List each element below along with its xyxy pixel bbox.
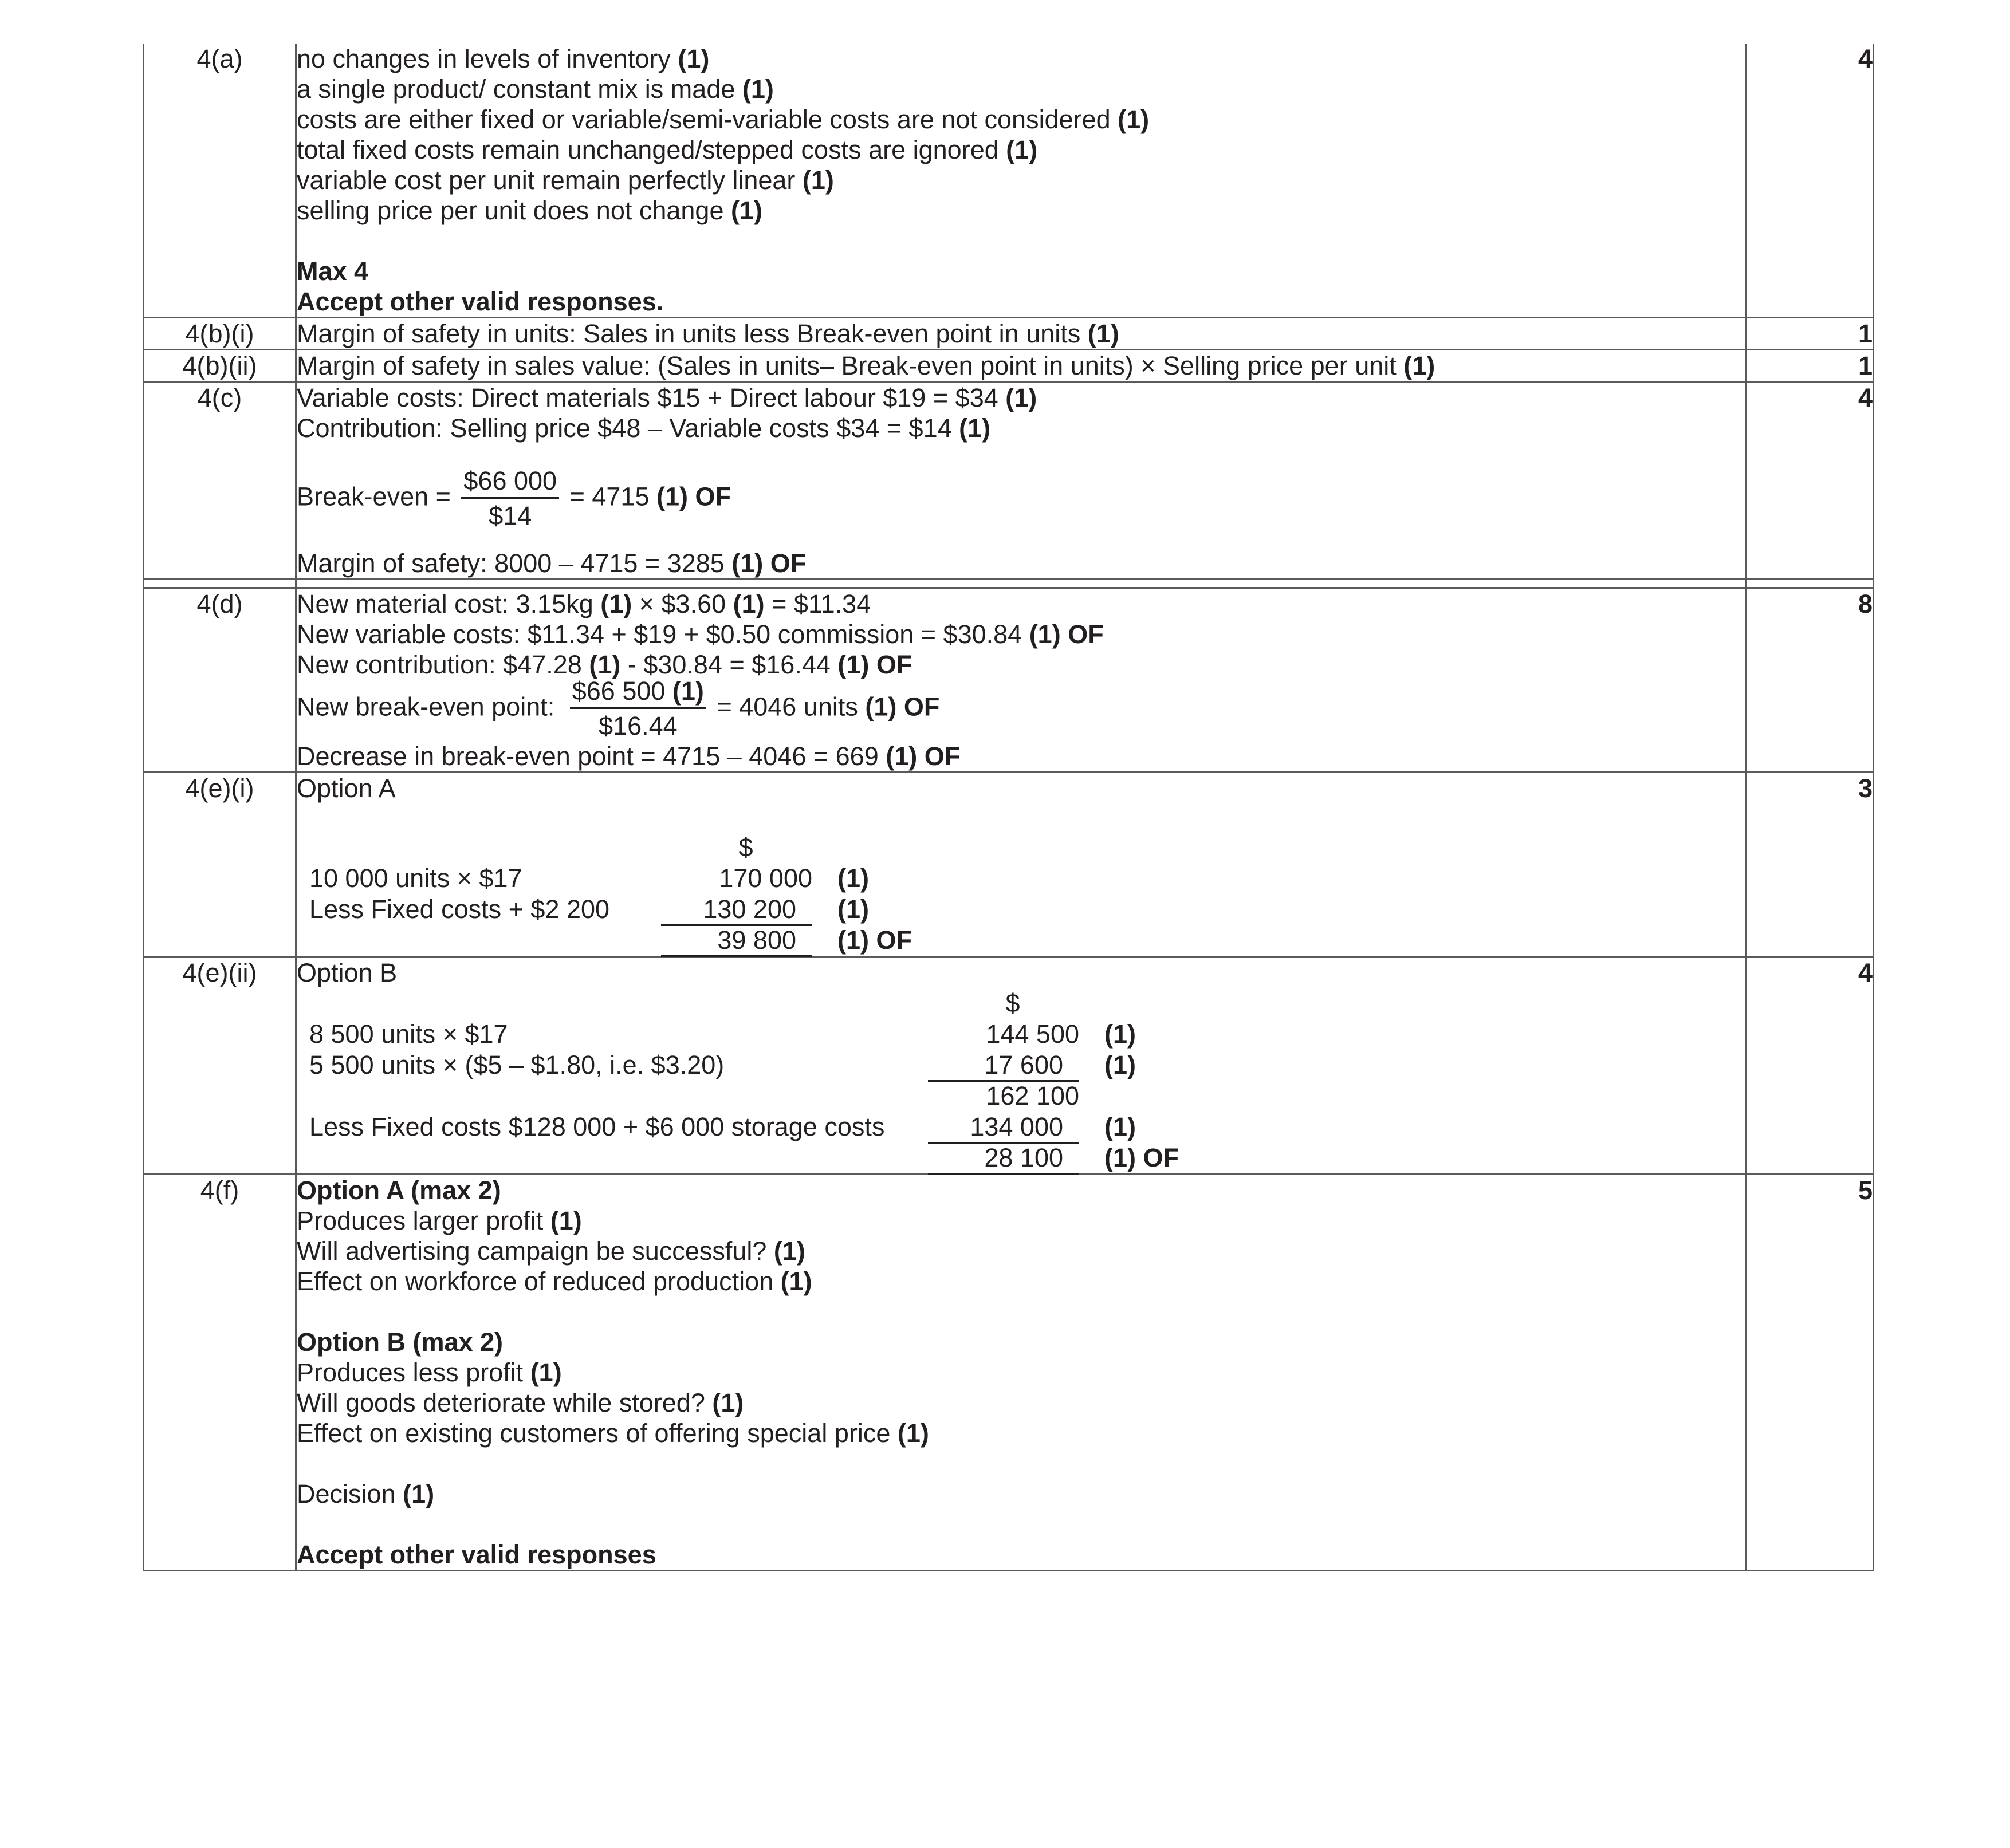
mark-tag: (1) <box>802 166 834 195</box>
marks-value: 4 <box>1858 958 1873 987</box>
accept-note: Accept other valid responses <box>297 1540 656 1569</box>
row-4b-i <box>144 318 1874 350</box>
marks-cell <box>1747 588 1874 773</box>
answer-text: selling price per unit does not change <box>297 196 731 225</box>
mark-tag: (1) <box>1403 351 1435 380</box>
marks-value: 8 <box>1858 589 1873 618</box>
answer-text: × $3.60 <box>632 589 733 618</box>
marks-value: 1 <box>1858 351 1873 380</box>
answer-text: Effect on existing customers of offering special price <box>297 1418 898 1448</box>
question-number <box>144 350 296 382</box>
mark-tag: (1) <box>1104 1050 1136 1079</box>
numerator-value: $66 500 <box>572 676 672 706</box>
calc-amount: 130 200 <box>661 894 812 926</box>
mark-tag: (1) <box>897 1418 929 1448</box>
answer-line <box>297 1418 1745 1448</box>
formula-label: New break-even point: <box>297 692 562 722</box>
mark-tag: (1) <box>403 1479 435 1508</box>
calc-label: Less Fixed costs $128 000 + $6 000 storage costs <box>309 1112 885 1141</box>
answer-text: Effect on workforce of reduced production <box>297 1267 781 1296</box>
answer-line <box>297 318 1745 349</box>
answer-text: = $11.34 <box>764 589 871 618</box>
answer-line <box>297 589 1745 619</box>
mark-tag: (1) OF <box>1029 620 1104 649</box>
calc-label: 5 500 units × ($5 – $1.80, i.e. $3.20) <box>309 1050 725 1079</box>
accept-note: Accept other valid responses. <box>297 287 664 316</box>
answer-text: Decision <box>297 1479 403 1508</box>
marks-cell <box>1747 957 1874 1175</box>
currency-header: $ <box>1005 988 1020 1018</box>
mark-tag: (1) OF <box>731 549 807 578</box>
answer-cell <box>296 44 1747 318</box>
answer-text: New contribution: $47.28 <box>297 650 589 679</box>
mark-tag: (1) <box>1006 135 1038 164</box>
calc-label: 8 500 units × $17 <box>309 1019 508 1049</box>
mark-tag: (1) <box>678 44 710 73</box>
row-separator <box>144 580 1874 588</box>
answer-line <box>297 195 1745 226</box>
currency-header: $ <box>738 833 753 862</box>
row-4b-ii <box>144 350 1874 382</box>
calc-label: 10 000 units × $17 <box>309 864 522 893</box>
mark-tag: (1) OF <box>1104 1143 1179 1172</box>
question-number <box>144 318 296 350</box>
calc-amount: 39 800 <box>661 925 812 957</box>
answer-text: Decrease in break-even point = 4715 – 4046 = 669 <box>297 742 886 771</box>
option-title: Option A <box>297 774 396 803</box>
question-number <box>144 382 296 580</box>
mark-tag: (1) <box>742 74 774 104</box>
answer-line <box>297 619 1745 649</box>
question-label: 4(d) <box>196 589 243 618</box>
calc-amount: 170 000 <box>719 864 812 893</box>
answer-text: total fixed costs remain unchanged/stepped costs are ignored <box>297 135 1006 164</box>
option-a-calculation <box>297 832 1745 956</box>
fraction-numerator: $66 000 <box>461 466 559 499</box>
marks-cell <box>1747 350 1874 382</box>
answer-line <box>297 413 1745 443</box>
mark-tag: (1) OF <box>865 692 940 722</box>
answer-line <box>297 135 1745 165</box>
answer-text: New material cost: 3.15kg <box>297 589 601 618</box>
marks-cell <box>1747 773 1874 957</box>
answer-cell <box>296 957 1747 1175</box>
mark-tag: (1) <box>1005 383 1037 412</box>
fraction <box>461 466 559 531</box>
row-4e-i <box>144 773 1874 957</box>
mark-tag: (1) <box>837 864 869 893</box>
answer-text: Will goods deteriorate while stored? <box>297 1388 713 1417</box>
answer-line <box>297 1266 1745 1297</box>
calc-row <box>297 1142 1745 1173</box>
answer-cell <box>296 588 1747 773</box>
calc-amount: 28 100 <box>928 1142 1079 1175</box>
calc-row <box>297 925 1745 956</box>
answer-line <box>297 1388 1745 1418</box>
answer-cell <box>296 350 1747 382</box>
answer-line <box>297 383 1745 413</box>
marks-cell <box>1747 1175 1874 1571</box>
mark-tag: (1) OF <box>886 742 961 771</box>
answer-text: Produces larger profit <box>297 1206 550 1235</box>
answer-text: Margin of safety in sales value: (Sales in units– Break-even point in units) × Selling price per unit <box>297 351 1404 380</box>
mark-scheme-table <box>143 44 1874 1571</box>
answer-cell <box>296 382 1747 580</box>
calc-row <box>297 1081 1745 1112</box>
calc-amount: 144 500 <box>986 1019 1079 1049</box>
answer-text: Will advertising campaign be successful? <box>297 1236 774 1266</box>
marks-value: 4 <box>1858 383 1873 412</box>
mark-tag: (1) <box>589 650 621 679</box>
answer-cell <box>296 773 1747 957</box>
answer-text: Margin of safety in units: Sales in units less Break-even point in units <box>297 319 1088 348</box>
calc-row <box>297 894 1745 925</box>
question-label: 4(f) <box>200 1176 239 1205</box>
mark-tag: (1) <box>672 676 704 706</box>
mark-tag: (1) <box>780 1267 812 1296</box>
question-number <box>144 773 296 957</box>
row-4a <box>144 44 1874 318</box>
calc-row <box>297 1112 1745 1142</box>
formula-label: Break-even = <box>297 482 458 511</box>
answer-text: - $30.84 = $16.44 <box>620 650 838 679</box>
mark-tag: (1) <box>550 1206 582 1235</box>
marks-value: 1 <box>1858 319 1873 348</box>
mark-tag: (1) <box>837 895 869 924</box>
calc-row <box>297 1050 1745 1081</box>
decision-line <box>297 1479 1745 1509</box>
max-note: Max 4 <box>297 257 369 286</box>
question-label: 4(b)(ii) <box>182 351 257 380</box>
marks-value: 4 <box>1858 44 1873 73</box>
answer-cell <box>296 1175 1747 1571</box>
mark-tag: (1) <box>600 589 632 618</box>
question-label: 4(a) <box>196 44 243 73</box>
question-label: 4(e)(i) <box>185 774 254 803</box>
fraction-denominator: $14 <box>489 501 532 530</box>
row-4e-ii <box>144 957 1874 1175</box>
mark-tag: (1) <box>1118 105 1150 134</box>
answer-text: no changes in levels of inventory <box>297 44 678 73</box>
option-title: Option B <box>297 958 398 987</box>
answer-text: variable cost per unit remain perfectly linear <box>297 166 803 195</box>
answer-line <box>297 548 1745 578</box>
mark-tag: (1) <box>773 1236 805 1266</box>
answer-text: Produces less profit <box>297 1358 530 1387</box>
calc-amount: 134 000 <box>928 1112 1079 1144</box>
answer-text: costs are either fixed or variable/semi-variable costs are not considered <box>297 105 1118 134</box>
option-a-heading: Option A (max 2) <box>297 1176 501 1205</box>
question-number <box>144 1175 296 1571</box>
marks-value: 3 <box>1858 774 1873 803</box>
answer-text: Contribution: Selling price $48 – Variable costs $34 = $14 <box>297 413 959 443</box>
answer-text: Margin of safety: 8000 – 4715 = 3285 <box>297 549 732 578</box>
marks-cell <box>1747 44 1874 318</box>
answer-line <box>297 1236 1745 1266</box>
answer-line <box>297 649 1745 680</box>
formula-result: = 4715 <box>569 482 656 511</box>
answer-line <box>297 74 1745 104</box>
mark-tag: (1) <box>1087 319 1119 348</box>
mark-tag: (1) <box>959 413 991 443</box>
option-b-heading: Option B (max 2) <box>297 1327 504 1357</box>
answer-cell <box>296 318 1747 350</box>
answer-text: Variable costs: Direct materials $15 + Direct labour $19 = $34 <box>297 383 1006 412</box>
row-4c <box>144 382 1874 580</box>
answer-line <box>297 44 1745 74</box>
marks-cell <box>1747 318 1874 350</box>
answer-line <box>297 1357 1745 1388</box>
break-even-formula <box>297 466 1745 531</box>
mark-tag: (1) OF <box>837 650 912 679</box>
mark-tag: (1) OF <box>837 925 912 955</box>
question-label: 4(b)(i) <box>185 319 254 348</box>
fraction-numerator <box>570 676 706 709</box>
calc-row <box>297 1019 1745 1050</box>
answer-line <box>297 741 1745 771</box>
question-number <box>144 44 296 318</box>
answer-text: a single product/ constant mix is made <box>297 74 742 104</box>
row-4f <box>144 1175 1874 1571</box>
formula-result: = 4046 units <box>717 692 866 722</box>
answer-line <box>297 104 1745 135</box>
question-number <box>144 957 296 1175</box>
fraction <box>570 676 706 741</box>
break-even-formula <box>297 676 1745 741</box>
fraction-denominator: $16.44 <box>599 711 678 740</box>
answer-line <box>297 165 1745 195</box>
question-label: 4(e)(ii) <box>182 958 257 987</box>
marks-cell <box>1747 382 1874 580</box>
mark-tag: (1) <box>530 1358 562 1387</box>
calc-row <box>297 863 1745 894</box>
answer-text: New variable costs: $11.34 + $19 + $0.50 commission = $30.84 <box>297 620 1029 649</box>
mark-tag: (1) <box>731 196 762 225</box>
mark-tag: (1) <box>1104 1019 1136 1049</box>
calc-amount: 17 600 <box>928 1050 1079 1082</box>
mark-tag: (1) <box>712 1388 744 1417</box>
mark-tag: (1) <box>733 589 765 618</box>
calc-label: Less Fixed costs + $2 200 <box>309 895 610 924</box>
calc-amount: 162 100 <box>986 1081 1079 1110</box>
marks-value: 5 <box>1858 1176 1873 1205</box>
option-b-calculation <box>297 988 1745 1173</box>
answer-line <box>297 1205 1745 1236</box>
row-4d <box>144 588 1874 773</box>
question-label: 4(c) <box>197 383 242 412</box>
question-number <box>144 588 296 773</box>
mark-tag: (1) <box>1104 1112 1136 1141</box>
mark-tag: (1) OF <box>656 482 731 511</box>
answer-line <box>297 350 1745 381</box>
